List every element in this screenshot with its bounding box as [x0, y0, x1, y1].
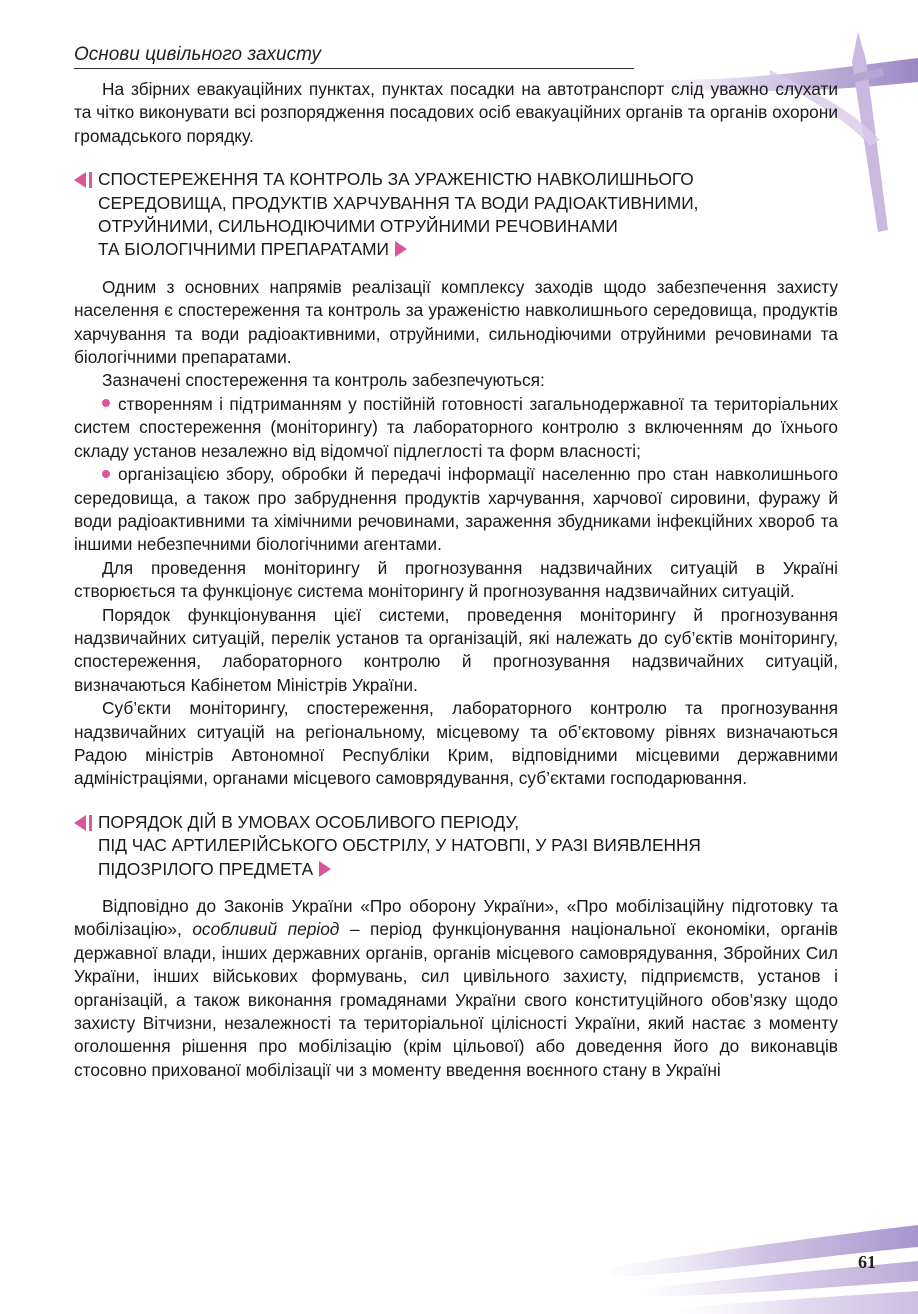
section1-heading-line: ОТРУЙНИМИ, СИЛЬНОДІЮЧИМИ ОТРУЙНИМИ РЕЧОВИНАМИ: [98, 216, 618, 237]
section1-paragraph: Суб’єкти моніторингу, спостереження, лабораторного контролю та прогнозування надзвичайних ситуацій на регіональному, місцевому та об’єктовому рівнях визначаються Радою міністрів Автономної Республіки Крим, відповідними місцевими державними адміністраціями, органами місцевого самоврядування, суб’єктами господарювання.: [74, 698, 838, 789]
section2-text: Відповідно до Законів України «Про оборону України», «Про мобілізаційну підготовку та мобілізацію»,: [74, 896, 838, 940]
bullet-text: організацією збору, обробки й передачі інформації населенню про стан навколишнього середовища, а також про забруднення продуктів харчування, харчової сировини, фуражу й води радіоактивними та хімічними речовинами, зараження збудниками інфекційних хвороб та іншими небезпечними біологічними агентами.: [74, 464, 838, 555]
section1-paragraph: Для проведення моніторингу й прогнозування надзвичайних ситуацій в Україні створюється та функціонує система моніторингу й прогнозування надзвичайних ситуацій.: [74, 557, 838, 602]
section1-heading-line: СПОСТЕРЕЖЕННЯ ТА КОНТРОЛЬ ЗА УРАЖЕНІСТЮ НАВКОЛИШНЬОГО: [98, 169, 694, 190]
header-rule: [74, 68, 634, 69]
section1-paragraph: Одним з основних напрямів реалізації комплексу заходів щодо забезпечення захисту населення є спостереження та контроль за ураженістю навколишнього середовища, продуктів харчування та води радіоактивними, отруйними, сильнодіючими отруйними речовинами та біологічними препаратами.: [74, 276, 838, 368]
bullet-item: [74, 463, 838, 557]
running-head-title: Основи цивільного захисту: [74, 44, 322, 65]
section1-paragraph: Зазначені спостереження та контроль забезпечуються:: [102, 370, 545, 391]
bullet-dot-icon: [102, 470, 110, 478]
bullet-dot-icon: [102, 399, 110, 407]
bullet-text: створенням і підтриманням у постійній готовності загальнодержавної та територіальних систем спостереження (моніторингу) та лабораторного контролю з включенням до їхнього складу установ незалежно від відомчої підлеглості та форм власності;: [74, 393, 838, 461]
section1-heading-line: ТА БІОЛОГІЧНИМИ ПРЕПАРАТАМИ: [98, 239, 389, 260]
special-period-term: особливий період: [192, 919, 340, 940]
section2-paragraph: [74, 895, 838, 1082]
right-triangle-marker-icon: [317, 861, 333, 877]
section2-heading-line: ПОРЯДОК ДІЙ В УМОВАХ ОСОБЛИВОГО ПЕРІОДУ,: [98, 811, 520, 832]
section2-text: – період функціонування національної економіки, органів державної влади, інших державних органів, органів місцевого самоврядування, Збройних Сил України, інших військових формувань, сил цивільного захисту, підприємств, установ і організацій, а також виконання громадянами України свого конституційного обов’язку щодо захисту Вітчизни, незалежності та територіальної цілісності України, який настає з моменту оголошення рішення про мобілізацію (крім цільової) або доведення його до виконавців стосовно прихованої мобілізації чи з моменту введення воєнного стану в Україні: [74, 919, 838, 1080]
section-heading-monitoring: [74, 168, 838, 262]
left-triangle-marker-icon: [74, 172, 96, 188]
page-content: [74, 78, 838, 1082]
right-triangle-marker-icon: [393, 241, 409, 257]
section2-heading-line: ПІДОЗРІЛОГО ПРЕДМЕТА: [98, 858, 314, 879]
section2-heading-line: ПІД ЧАС АРТИЛЕРІЙСЬКОГО ОБСТРІЛУ, У НАТОВПІ, У РАЗІ ВИЯВЛЕННЯ: [98, 835, 701, 856]
intro-paragraph: На збірних евакуаційних пунктах, пунктах посадки на автотранспорт слід уважно слухати та чітко виконувати всі розпорядження посадових осіб евакуаційних органів та органів охорони громадського порядку.: [74, 79, 838, 146]
section1-heading-line: СЕРЕДОВИЩА, ПРОДУКТІВ ХАРЧУВАННЯ ТА ВОДИ РАДІОАКТИВНИМИ,: [98, 192, 699, 213]
page-number: 61: [858, 1252, 876, 1272]
left-triangle-marker-icon: [74, 815, 96, 831]
section1-paragraph: Порядок функціонування цієї системи, проведення моніторингу й прогнозування надзвичайних ситуацій, перелік установ та організацій, які належать до суб’єктів моніторингу, спостереження, лабораторного контролю й прогнозування надзвичайних ситуацій, визначаються Кабінетом Міністрів України.: [74, 604, 838, 695]
bullet-item: [74, 393, 838, 463]
section-heading-special-period: [74, 811, 838, 881]
